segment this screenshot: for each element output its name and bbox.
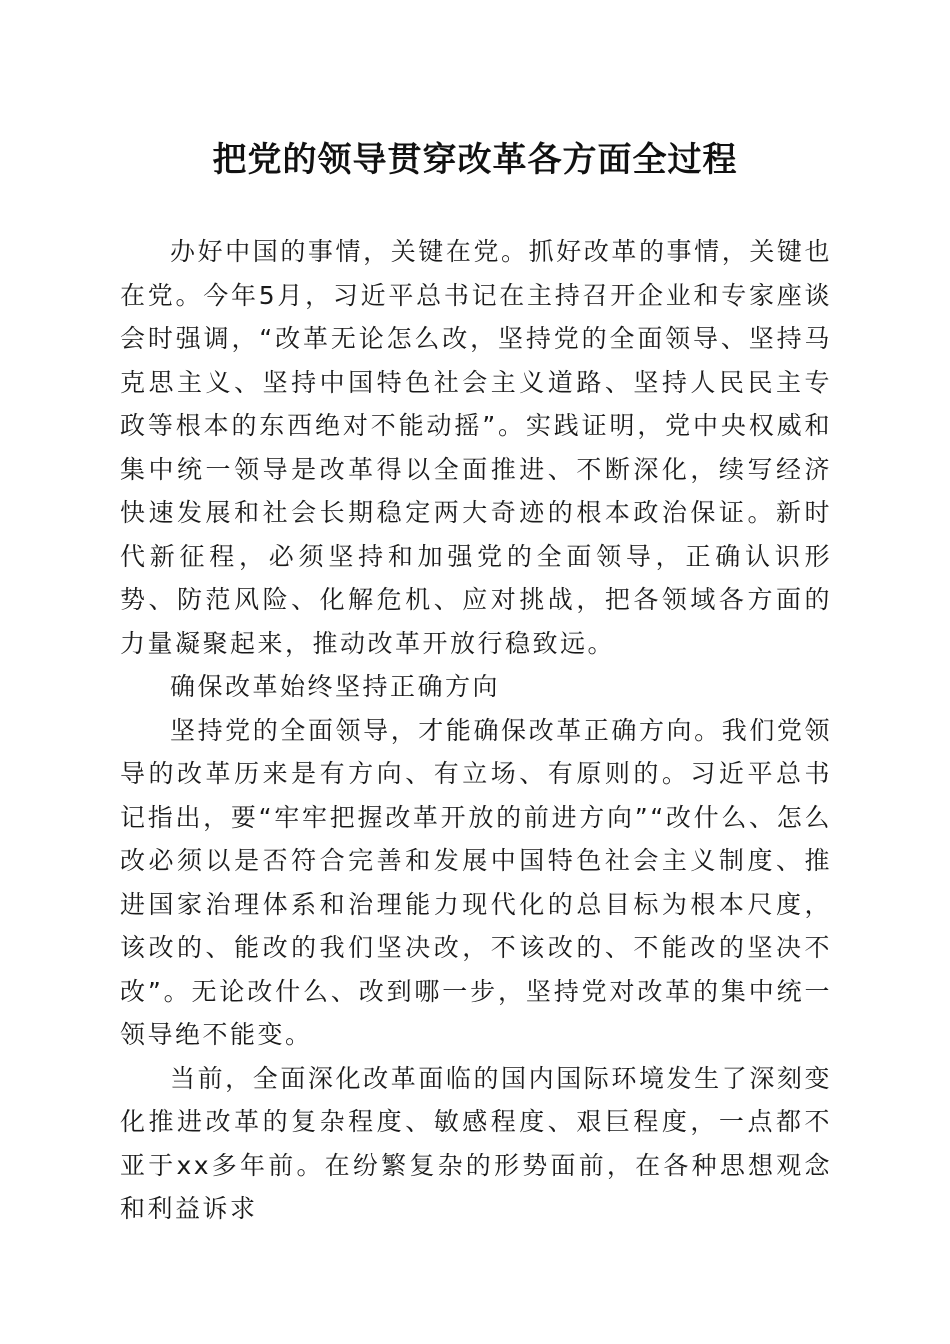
document-title: 把党的领导贯穿改革各方面全过程 — [212, 140, 738, 180]
paragraph-intro: 办好中国的事情，关键在党。抓好改革的事情，关键也在党。今年5月，习近平总书记在主持召开企业和专家座谈会时强调，“改革无论怎么改，坚持党的全面领导、坚持马克思主义、坚持中国特色社会主义道路、坚持人民民主专政等根本的东西绝对不能动摇”。实践证明，党中央权威和集中统一领导是改革得以全面推进、不断深化，续写经济快速发展和社会长期稳定两大奇迹的根本政治保证。新时代新征程，必须坚持和加强党的全面领导，正确认识形势、防范风险、化解危机、应对挑战，把各领域各方面的力量凝聚起来，推动改革开放行稳致远。 — [120, 237, 832, 658]
document-body — [120, 230, 832, 1231]
section-heading: 确保改革始终坚持正确方向 — [170, 672, 501, 701]
paragraph-current: 当前，全面深化改革面临的国内国际环境发生了深刻变化推进改革的复杂程度、敏感程度、艰巨程度，一点都不亚于xx多年前。在纷繁复杂的形势面前，在各种思想观念和利益诉求 — [120, 1063, 832, 1223]
paragraph-direction: 坚持党的全面领导，才能确保改革正确方向。我们党领导的改革历来是有方向、有立场、有原则的。习近平总书记指出，要“牢牢把握改革开放的前进方向”“改什么、怎么改必须以是否符合完善和发展中国特色社会主义制度、推进国家治理体系和治理能力现代化的总目标为根本尺度，该改的、能改的我们坚决改，不该改的、不能改的坚决不改”。无论改什么、改到哪一步，坚持党对改革的集中统一领导绝不能变。 — [120, 715, 832, 1049]
